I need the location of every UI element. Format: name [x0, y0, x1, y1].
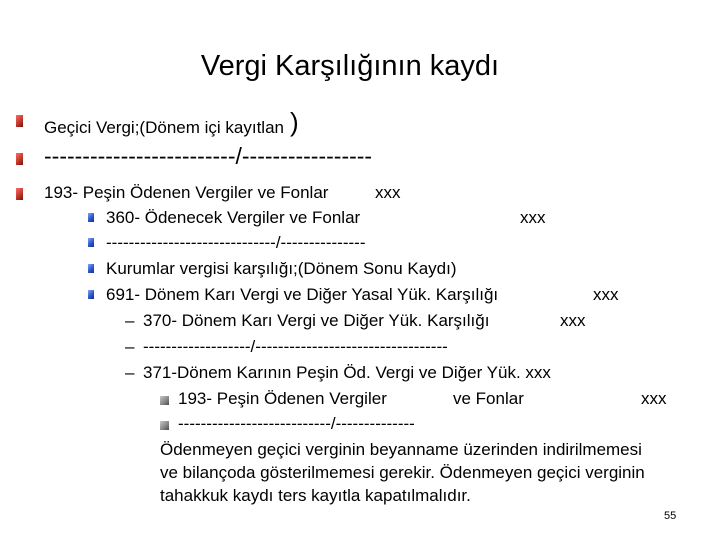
amount: xxx: [593, 285, 619, 304]
amount: xxx: [641, 389, 667, 408]
page-number: 55: [664, 510, 677, 522]
note-line-1: Ödenmeyen geçici verginin beyanname üzerinden indirilmemesi: [160, 440, 642, 459]
note-line-3: tahakkuk kaydı ters kayıtla kapatılmalıdır.: [160, 486, 471, 505]
gray-bullet-icon: [160, 421, 169, 430]
blue-bullet-icon: [88, 213, 94, 222]
separator-line-2: ------------------------------/---------------: [106, 233, 366, 252]
separator-line-4: ---------------------------/--------------: [178, 414, 415, 433]
dash-marker: –: [125, 311, 135, 330]
bullet-line-10: 193- Peşin Ödenen Vergiler: [178, 389, 387, 408]
bullet-text: Geçici Vergi;(Dönem içi kayıtlan: [44, 118, 284, 137]
bullet-line-4: 360- Ödenecek Vergiler ve Fonlar: [106, 208, 361, 227]
note-line-2: ve bilançoda gösterilmemesi gerekir. Ödenmeyen geçici verginin: [160, 463, 645, 482]
separator-line-1: -------------------------/-----------------: [44, 143, 373, 169]
amount: xxx: [520, 208, 546, 227]
amount: xxx: [375, 183, 401, 202]
closing-paren: ): [289, 107, 299, 137]
dash-marker: –: [125, 363, 135, 382]
blue-bullet-icon: [88, 238, 94, 247]
bullet-line-7: 691- Dönem Karı Vergi ve Diğer Yasal Yük. Karşılığı: [106, 285, 499, 304]
bullet-line-6: Kurumlar vergisi karşılığı;(Dönem Sonu Kaydı): [106, 259, 457, 278]
bullet-line-3: 193- Peşin Ödenen Vergiler ve Fonlar: [44, 183, 329, 202]
dash-line-1: 370- Dönem Karı Vergi ve Diğer Yük. Karşılığı: [143, 311, 490, 330]
red-bullet-icon: [16, 188, 23, 200]
gray-bullet-icon: [160, 396, 169, 405]
dash-marker: –: [125, 337, 135, 356]
blue-bullet-icon: [88, 264, 94, 273]
blue-bullet-icon: [88, 290, 94, 299]
bullet-line-1: [44, 109, 299, 140]
red-bullet-icon: [16, 153, 23, 165]
red-bullet-icon: [16, 115, 23, 127]
amount: xxx: [560, 311, 586, 330]
bullet-line-10-b: ve Fonlar: [453, 389, 524, 408]
slide-title: Vergi Karşılığının kaydı: [200, 50, 500, 82]
dash-line-3: 371-Dönem Karının Peşin Öd. Vergi ve Diğer Yük. xxx: [143, 363, 551, 382]
separator-line-3: -------------------/----------------------------------: [143, 337, 448, 356]
